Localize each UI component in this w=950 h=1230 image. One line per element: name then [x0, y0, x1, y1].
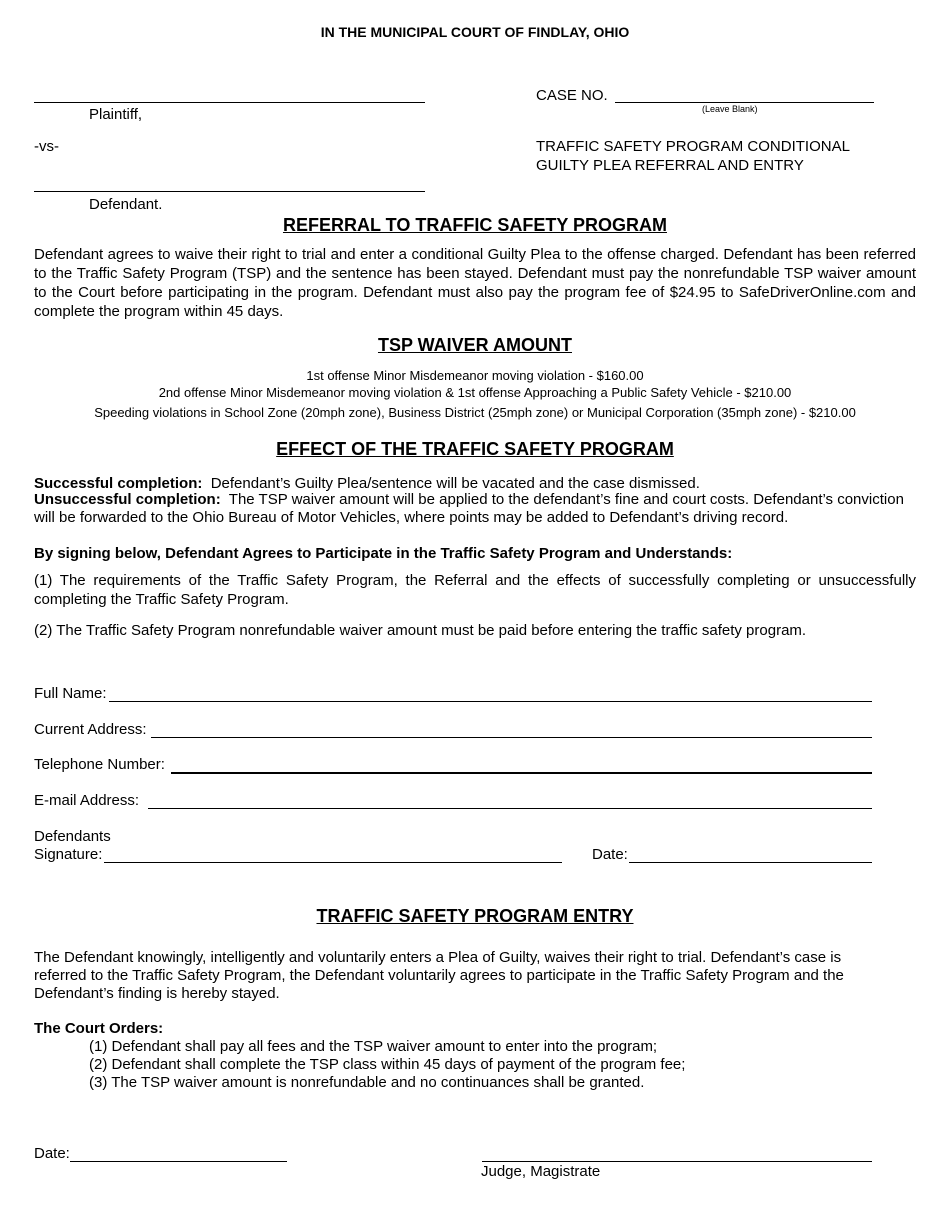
plaintiff-line[interactable] — [34, 102, 425, 103]
defendant-line[interactable] — [34, 191, 425, 192]
fail-label: Unsuccessful completion: — [34, 491, 221, 508]
sign-date-field[interactable] — [629, 862, 872, 863]
order-item-2: (2) Defendant shall complete the TSP class within 45 days of payment of the program fee; — [89, 1056, 686, 1073]
effect-fail — [34, 491, 916, 527]
signature-field[interactable] — [104, 862, 562, 863]
agreement-item-2: (2) The Traffic Safety Program nonrefundable waiver amount must be paid before entering the traffic safety program. — [34, 622, 807, 639]
signature-label-line1: Defendants — [34, 828, 111, 845]
waiver-item-3: Speeding violations in School Zone (20mph zone), Business District (25mph zone) or Municipal Corporation (35mph zone) - $210.00 — [94, 405, 856, 420]
waiver-item-2: 2nd offense Minor Misdemeanor moving violation & 1st offense Approaching a Public Safety Vehicle - $210.00 — [158, 385, 792, 400]
plaintiff-label: Plaintiff, — [89, 106, 143, 123]
defendant-label: Defendant. — [89, 196, 163, 213]
full-name-label: Full Name: — [34, 685, 107, 702]
judge-signature-line[interactable] — [482, 1161, 872, 1162]
current-address-field[interactable] — [151, 737, 872, 738]
agreement-heading: By signing below, Defendant Agrees to Participate in the Traffic Safety Program and Understands: — [34, 545, 733, 562]
referral-heading: REFERRAL TO TRAFFIC SAFETY PROGRAM — [282, 215, 667, 235]
order-item-3: (3) The TSP waiver amount is nonrefundable and no continuances shall be granted. — [89, 1074, 645, 1091]
waiver-heading: TSP WAIVER AMOUNT — [377, 335, 572, 355]
current-address-label: Current Address: — [34, 721, 147, 738]
sign-date-label: Date: — [592, 846, 628, 863]
success-text: Defendant’s Guilty Plea/sentence will be vacated and the case dismissed. — [210, 475, 700, 492]
email-field[interactable] — [148, 808, 872, 809]
success-label: Successful completion: — [34, 475, 203, 492]
order-item-1: (1) Defendant shall pay all fees and the TSP waiver amount to enter into the program; — [89, 1038, 658, 1055]
case-no-line[interactable] — [615, 102, 874, 103]
doc-title-line2: GUILTY PLEA REFERRAL AND ENTRY — [536, 157, 804, 174]
doc-title-line1: TRAFFIC SAFETY PROGRAM CONDITIONAL — [536, 138, 850, 155]
effect-heading: EFFECT OF THE TRAFFIC SAFETY PROGRAM — [276, 439, 674, 459]
fail-text: The TSP waiver amount will be applied to the defendant’s fine and court costs. Defendant’s conviction will be forwarded to the Ohio Bureau of Motor Vehicles, where points may be added to Defendant’s driving record. — [34, 491, 904, 526]
waiver-item-1: 1st offense Minor Misdemeanor moving violation - $160.00 — [306, 368, 644, 383]
entry-text: The Defendant knowingly, intelligently and voluntarily enters a Plea of Guilty, waives their right to trial. Defendant’s case is referred to the Traffic Safety Program, the Defendant voluntarily agrees to participate in the Traffic Safety Program and the Defendant’s finding is hereby stayed. — [34, 949, 844, 1002]
telephone-field[interactable] — [171, 772, 872, 774]
versus-label: -vs- — [34, 138, 59, 155]
entry-date-label: Date: — [34, 1145, 70, 1162]
case-no-label: CASE NO. — [536, 87, 608, 104]
email-label: E-mail Address: — [34, 792, 140, 809]
court-orders-label: The Court Orders: — [34, 1020, 164, 1037]
referral-text: Defendant agrees to waive their right to trial and enter a conditional Guilty Plea to the offense charged. Defendant has been referred to the Traffic Safety Program (TSP) and the sentence has been stayed. Defendant must pay the nonrefundable TSP waiver amount to the Court before participating in the program. Defendant must also pay the program fee of $24.95 to SafeDriverOnline.com and complete the program within 45 days. — [34, 246, 916, 320]
leave-blank-note: (Leave Blank) — [702, 104, 758, 114]
signature-label-line2: Signature: — [34, 846, 103, 863]
telephone-label: Telephone Number: — [34, 756, 165, 773]
entry-heading: TRAFFIC SAFETY PROGRAM ENTRY — [316, 906, 634, 926]
court-title: IN THE MUNICIPAL COURT OF FINDLAY, OHIO — [320, 24, 630, 40]
judge-label: Judge, Magistrate — [481, 1163, 601, 1180]
agreement-item-1: (1) The requirements of the Traffic Safety Program, the Referral and the effects of successfully completing or unsuccessfully completing the Traffic Safety Program. — [34, 572, 916, 608]
entry-date-field[interactable] — [70, 1161, 287, 1162]
full-name-field[interactable] — [109, 701, 872, 702]
